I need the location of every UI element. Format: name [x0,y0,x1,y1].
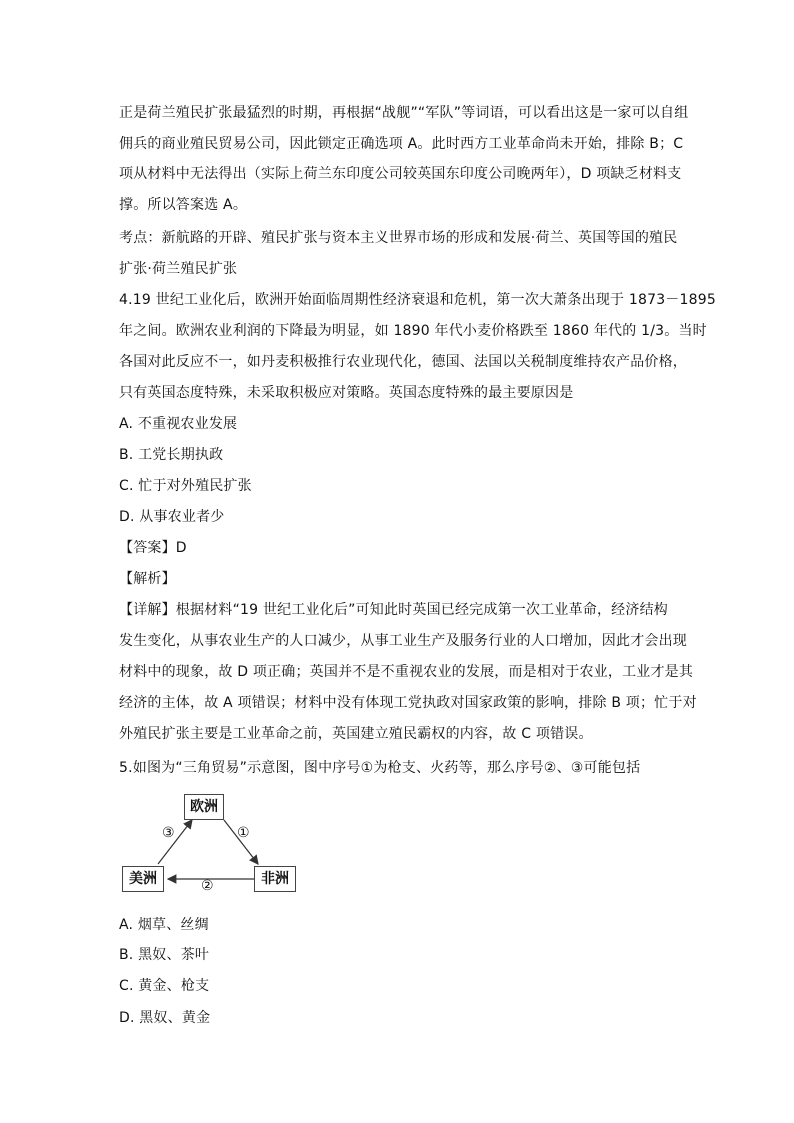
option-b: B. 工党长期执政 [119,447,224,463]
triangle-trade-diagram [118,792,298,896]
option-d: D. 从事农业者少 [119,509,225,525]
text-line: 佣兵的商业殖民贸易公司，因此锁定正确选项 A。此时西方工业革命尚未开始，排除 B；C [119,136,684,152]
label-2: ② [201,878,214,894]
node-america: 美洲 [122,866,164,892]
option-a: A. 烟草、丝绸 [119,917,209,933]
question-4-stem: 4.19 世纪工业化后，欧洲开始面临周期性经济衰退和危机，第一次大萧条出现于 1873－1895 [119,292,716,308]
node-europe: 欧洲 [184,794,224,820]
text-line: 只有英国态度特殊，未采取积极应对策略。英国态度特殊的最主要原因是 [119,385,574,401]
answer-label: 【答案】D [119,540,187,556]
text-line: 考点：新航路的开辟、殖民扩张与资本主义世界市场的形成和发展·荷兰、英国等国的殖民 [119,230,678,246]
option-c: C. 黄金、枪支 [119,978,210,994]
label-1: ① [237,825,250,841]
text-line: 项从材料中无法得出（实际上荷兰东印度公司较英国东印度公司晚两年），D 项缺乏材料支 [119,166,682,182]
question-5-stem: 5.如图为“三角贸易”示意图，图中序号①为枪支、火药等，那么序号②、③可能包括 [119,760,641,776]
text-line: 年之间。欧洲农业利润的下降最为明显，如 1890 年代小麦价格跌至 1860 年代的 1/3。当时 [119,323,707,339]
text-line: 材料中的现象，故 D 项正确；英国并不是不重视农业的发展，而是相对于农业，工业才是其 [119,664,694,680]
analysis-heading: 【解析】 [119,571,176,587]
label-3: ③ [162,825,175,841]
option-d: D. 黑奴、黄金 [119,1010,211,1026]
text-line: 经济的主体，故 A 项错误；材料中没有体现工党执政对国家政策的影响，排除 B 项；忙于对 [119,695,697,711]
text-line: 撑。所以答案选 A。 [119,197,248,213]
option-a: A. 不重视农业发展 [119,416,238,432]
option-c: C. 忙于对外殖民扩张 [119,478,252,494]
text-line: 各国对此反应不一，如丹麦积极推行农业现代化，德国、法国以关税制度维持农产品价格， [119,354,687,370]
text-line: 外殖民扩张主要是工业革命之前，英国建立殖民霸权的内容，故 C 项错误。 [119,726,593,742]
text-line: 【详解】根据材料“19 世纪工业化后”可知此时英国已经完成第一次工业革命，经济结构 [119,602,668,618]
text-line: 正是荷兰殖民扩张最猛烈的时期，再根据“战舰”“军队”等词语，可以看出这是一家可以自组 [119,105,689,121]
text-line: 发生变化，从事农业生产的人口减少，从事工业生产及服务行业的人口增加，因此才会出现 [119,633,687,649]
text-line: 扩张·荷兰殖民扩张 [119,261,238,277]
option-b: B. 黑奴、茶叶 [119,947,210,963]
node-africa: 非洲 [254,866,296,892]
